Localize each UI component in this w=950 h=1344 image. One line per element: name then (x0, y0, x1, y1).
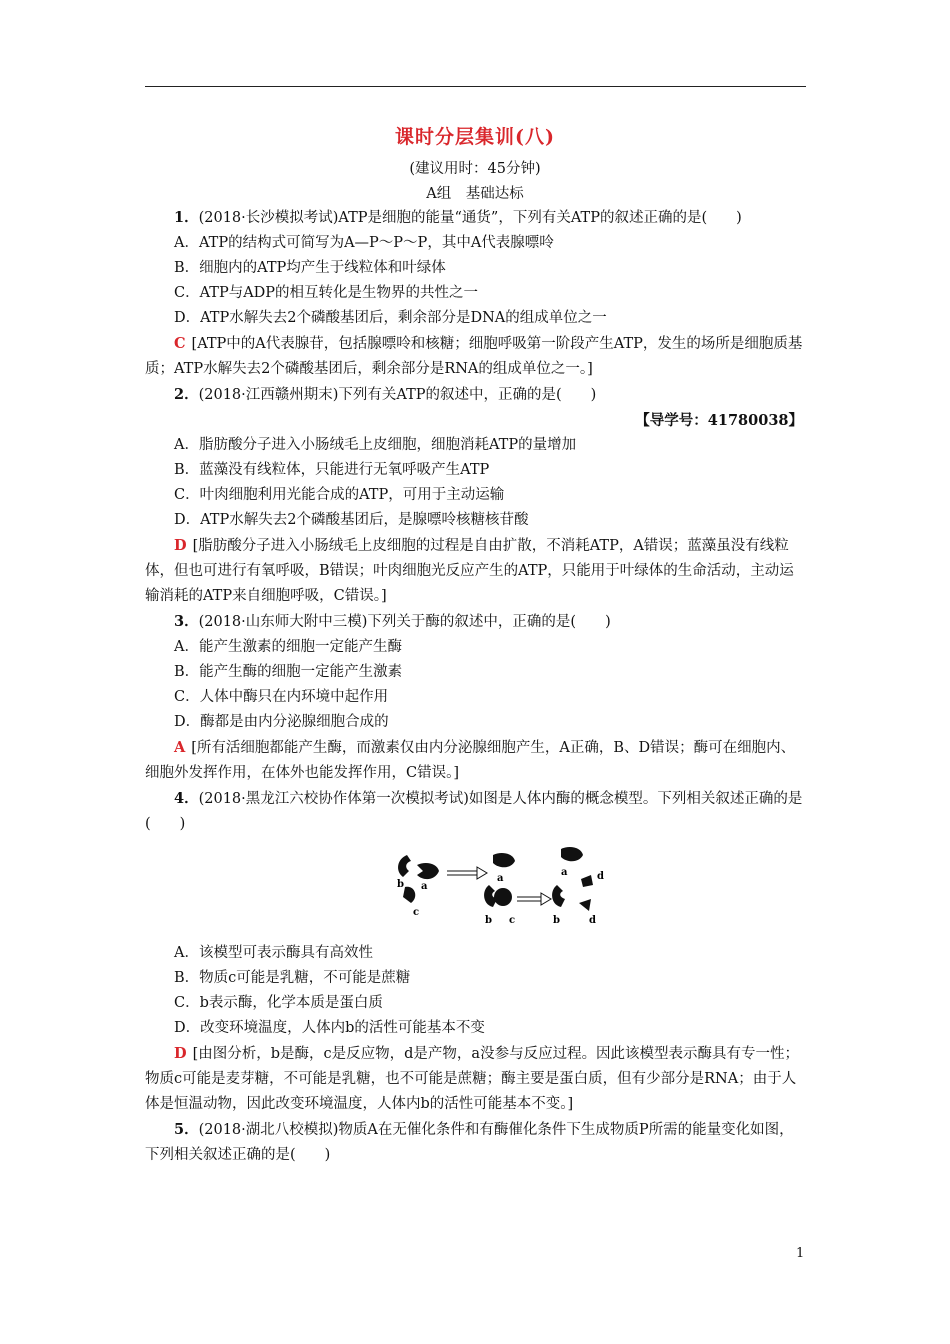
page-number: 1 (796, 1246, 805, 1261)
question-3-option-c: C．人体中酶只在内环境中起作用 (174, 689, 389, 705)
suggested-time: (建议用时：45分钟) (409, 161, 541, 177)
question-1-option-b: B．细胞内的ATP均产生于线粒体和叶绿体 (174, 260, 446, 276)
question-4-option-a: A．该模型可表示酶具有高效性 (174, 945, 373, 961)
question-3-stem: 3．(2018·山东师大附中三模)下列关于酶的叙述中，正确的是( ) (174, 613, 611, 630)
question-1-answer: C [ATP中的A代表腺苷，包括腺嘌呤和核糖；细胞呼吸第一阶段产生ATP，发生的场所是细胞质基质；ATP水解失去2个磷酸基团后，剩余部分是RNA的组成单位之一。] (145, 335, 803, 377)
question-1-option-c: C．ATP与ADP的相互转化是生物界的共性之一 (174, 285, 479, 301)
molecule-a-shape (417, 863, 439, 879)
question-4-option-c: C．b表示酶，化学本质是蛋白质 (174, 995, 383, 1011)
molecule-d-shape-2 (579, 899, 591, 911)
molecule-c-shape (403, 887, 415, 903)
question-1-stem: 1．(2018·长沙模拟考试)ATP是细胞的能量“通货”，下列有关ATP的叙述正确的是( ) (174, 209, 742, 226)
molecule-b-shape-3 (552, 885, 565, 907)
label-c: c (413, 907, 420, 918)
page-title: 课时分层集训(八) (395, 126, 555, 148)
arrow-1-shaft (447, 871, 477, 875)
question-2-option-c: C．叶肉细胞利用光能合成的ATP，可用于主动运输 (174, 487, 505, 503)
arrow-2-head (541, 893, 551, 905)
question-3-option-d: D．酶都是由内分泌腺细胞合成的 (174, 714, 389, 730)
question-5-stem: 5．(2018·湖北八校模拟)物质A在无催化条件和有酶催化条件下生成物质P所需的能量变化如图，下列相关叙述正确的是( ) (145, 1121, 794, 1163)
question-3-answer: A [所有活细胞都能产生酶，而激素仅由内分泌腺细胞产生，A正确，B、D错误；酶可在细胞内、细胞外发挥作用，在体外也能发挥作用，C错误。] (145, 739, 796, 781)
question-1-option-d: D．ATP水解失去2个磷酸基团后，剩余部分是DNA的组成单位之一 (174, 310, 607, 326)
molecule-c-shape-2 (494, 888, 512, 906)
question-list (145, 205, 807, 1168)
question-4-option-d: D．改变环境温度，人体内b的活性可能基本不变 (174, 1020, 485, 1036)
arrow-1-head (477, 867, 487, 879)
label-b: b (397, 879, 404, 890)
enzyme-model-diagram (385, 841, 615, 937)
molecule-d-shape-1 (581, 875, 593, 887)
molecule-a-shape-3 (561, 847, 583, 861)
answer-letter: A (174, 739, 186, 756)
header-rule (145, 86, 806, 87)
question-2-answer: D [脂肪酸分子进入小肠绒毛上皮细胞的过程是自由扩散，不消耗ATP，A错误；蓝藻虽没有线粒体，但也可进行有氧呼吸，B错误；叶肉细胞光反应产生的ATP，只能用于叶绿体的生命活动，主动运输消耗的ATP来自细胞呼吸，C错误。] (145, 537, 794, 604)
label-b-3: b (553, 915, 560, 926)
label-c-2: c (509, 915, 516, 926)
question-1-option-a: A．ATP的结构式可简写为A—P～P～P，其中A代表腺嘌呤 (174, 235, 554, 251)
guide-number: 【导学号：41780038】 (635, 412, 803, 429)
answer-letter: D (174, 1045, 187, 1062)
label-b-2: b (485, 915, 492, 926)
question-3-option-a: A．能产生激素的细胞一定能产生酶 (174, 639, 402, 655)
arrow-2-shaft (517, 897, 541, 901)
question-2-option-d: D．ATP水解失去2个磷酸基团后，是腺嘌呤核糖核苷酸 (174, 512, 529, 528)
question-2-option-a: A．脂肪酸分子进入小肠绒毛上皮细胞，细胞消耗ATP的量增加 (174, 437, 577, 453)
question-2-stem: 2．(2018·江西赣州期末)下列有关ATP的叙述中，正确的是( ) (174, 386, 597, 403)
molecule-b-shape (398, 855, 411, 877)
label-d-2: d (589, 915, 596, 926)
enzyme-model-figure (145, 837, 807, 941)
question-2-option-b: B．蓝藻没有线粒体，只能进行无氧呼吸产生ATP (174, 462, 490, 478)
label-a-2: a (497, 873, 504, 884)
answer-letter: C (174, 335, 186, 352)
label-d-1: d (597, 871, 604, 882)
question-3-option-b: B．能产生酶的细胞一定能产生激素 (174, 664, 403, 680)
group-heading: A组 基础达标 (426, 186, 524, 202)
molecule-a-shape-2 (493, 853, 515, 867)
answer-letter: D (174, 537, 187, 554)
label-a: a (421, 881, 428, 892)
question-4-answer: D [由图分析，b是酶，c是反应物，d是产物，a没参与反应过程。因此该模型表示酶具有专一性；物质c可能是麦芽糖，不可能是乳糖，也不可能是蔗糖；酶主要是蛋白质，但有少部分是RNA；由于人体是恒温动物，因此改变环境温度，人体内b的活性可能基本不变。] (145, 1045, 800, 1112)
label-a-3: a (561, 867, 568, 878)
question-4-stem: 4．(2018·黑龙江六校协作体第一次模拟考试)如图是人体内酶的概念模型。下列相关叙述正确的是( ) (145, 790, 803, 832)
question-4-option-b: B．物质c可能是乳糖，不可能是蔗糖 (174, 970, 411, 986)
